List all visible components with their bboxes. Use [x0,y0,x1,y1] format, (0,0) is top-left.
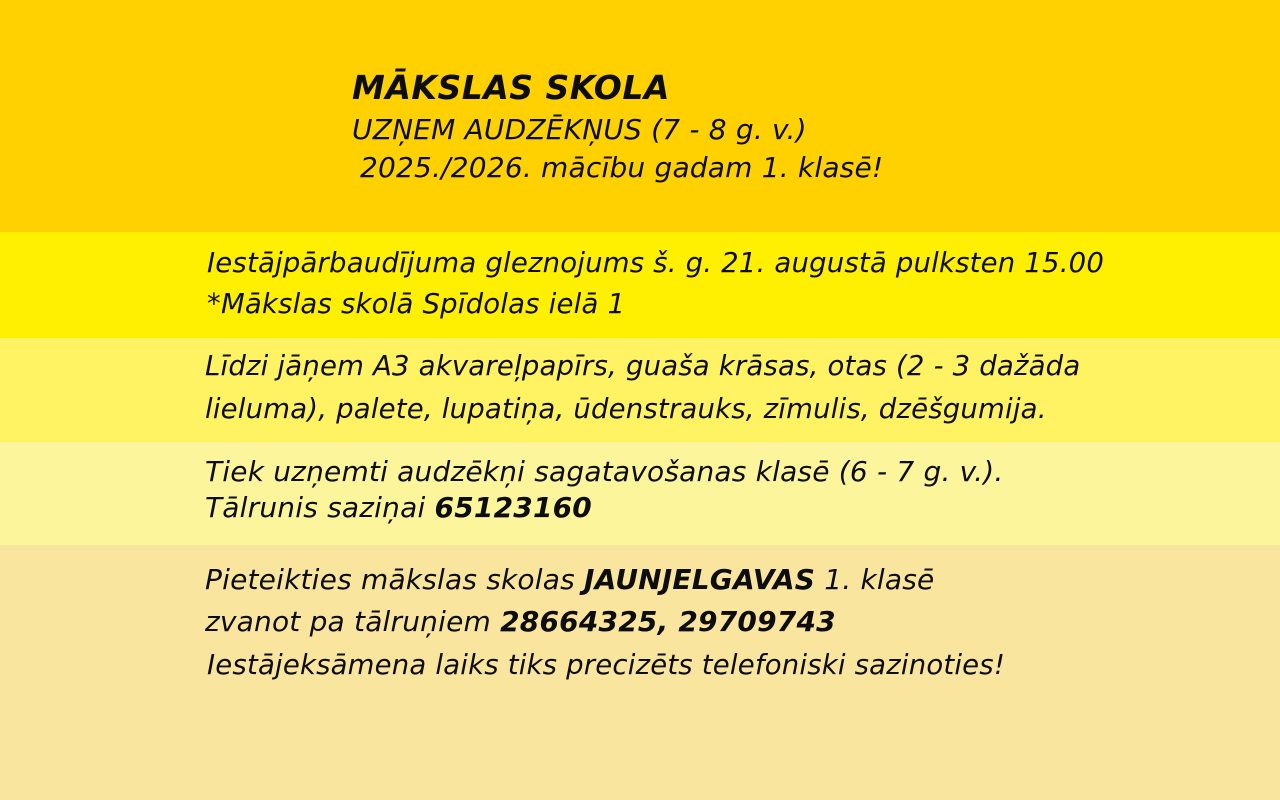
exam-location-line: *Mākslas skolā Spīdolas ielā 1 [207,288,626,320]
jaunjelgava-exam-note: Iestājeksāmena laiks tiks precizēts telefoniski sazinoties! [207,649,1006,681]
jaunjelgava-band [0,545,1280,800]
academic-year-line: 2025./2026. mācību gadam 1. klasē! [360,151,884,184]
jaunjelgava-signup-text: Pieteikties mākslas skolas [205,563,584,596]
prep-class-band [0,442,1280,545]
supplies-band [0,338,1280,442]
prep-phone-label: Tālrunis saziņai [205,491,435,524]
supplies-line-1: Līdzi jāņem A3 akvareļpapīrs, guaša krāsas, otas (2 - 3 dažāda [205,350,1081,382]
header-band [0,0,1280,232]
prep-class-line: Tiek uzņemti audzēkņi sagatavošanas klasē (6 - 7 g. v.). [205,455,1004,488]
prep-phone-line [205,490,592,526]
jaunjelgava-phones-label: zvanot pa tālruņiem [205,605,501,638]
school-title: MĀKSLAS SKOLA [352,68,670,107]
exam-date-line: Iestājpārbaudījuma gleznojums š. g. 21. augustā pulksten 15.00 [207,247,1105,279]
jaunjelgava-signup-line [205,562,934,598]
supplies-line-2: lieluma), palete, lupatiņa, ūdenstrauks, zīmulis, dzēšgumija. [205,393,1047,425]
prep-phone-number: 65123160 [434,491,592,524]
jaunjelgava-phones-line [205,604,836,640]
exam-band [0,232,1280,338]
jaunjelgava-class-text: 1. klasē [815,563,935,596]
jaunjelgava-town-name: JAUNJELGAVAS [583,563,816,596]
admission-subtitle: UZŅEM AUDZĒKŅUS (7 - 8 g. v.) [352,113,807,146]
jaunjelgava-phone-numbers: 28664325, 29709743 [500,605,836,638]
